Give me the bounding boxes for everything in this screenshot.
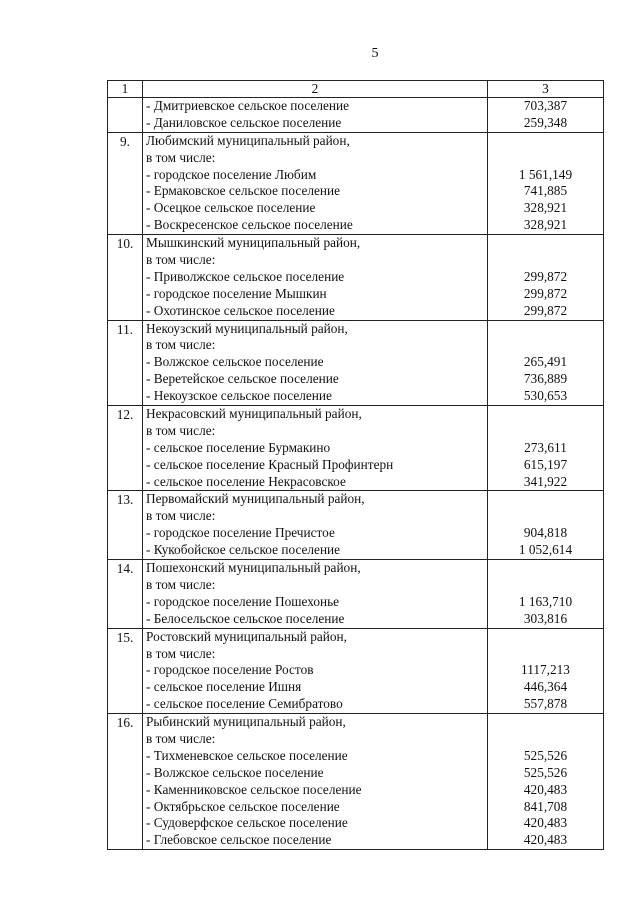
entry-value: 1 561,149 [518,166,573,182]
entry-name: - сельское поселение Ишня [146,679,302,695]
empty-value [488,150,603,167]
entry-value: 557,878 [523,696,568,712]
row-number [108,98,143,133]
row-names-cell [143,235,488,320]
entry-value: 525,526 [523,747,568,763]
table-row [108,235,604,320]
entry-value: 420,483 [523,781,568,797]
empty-value [488,508,603,525]
entry-name: - Воскресенское сельское поселение [146,217,353,233]
row-names-cell [143,560,488,629]
empty-value [488,731,603,748]
entry-name: - сельское поселение Семибратово [146,696,343,712]
header-col-value: 3 [488,81,604,98]
empty-value [488,406,603,423]
allocation-table [107,80,604,850]
entry-value: 703,387 [523,98,568,113]
row-values-cell [488,714,604,850]
table-row [108,132,604,234]
row-names-cell [143,406,488,491]
page-number: 5 [371,46,379,61]
entry-name: в том числе: [146,730,216,746]
entry-name: Некоузский муниципальный район, [146,320,348,336]
table-row [108,628,604,713]
entry-name: - Некоузское сельское поселение [146,388,332,404]
entry-value: 420,483 [523,832,568,848]
entry-name: Ростовский муниципальный район, [146,628,347,644]
empty-value [488,235,603,252]
entry-name: - Белосельское сельское поселение [146,610,345,626]
entry-name: - Тихменевское сельское поселение [146,747,348,763]
entry-value: 259,348 [523,114,568,130]
entry-value: 1 163,710 [518,593,573,609]
row-values-cell [488,491,604,560]
entry-name: - городское поселение Пошехонье [146,593,340,609]
entry-value: 328,921 [523,200,568,216]
entry-name: Рыбинский муниципальный район, [146,714,346,730]
entry-name: - городское поселение Пречистое [146,525,335,541]
empty-value [488,577,603,594]
entry-name: - сельское поселение Бурмакино [146,439,331,455]
header-col-name: 2 [143,81,488,98]
entry-value: 904,818 [523,525,568,541]
entry-name: Мышкинский муниципальный район, [146,235,361,251]
entry-name: в том числе: [146,149,216,165]
row-values-cell [488,235,604,320]
row-values-cell [488,628,604,713]
table-row [108,491,604,560]
empty-value [488,321,603,338]
entry-name: - Веретейское сельское поселение [146,371,339,387]
entry-name: - Глебовское сельское поселение [146,832,332,848]
empty-value [488,491,603,508]
row-names-cell [143,628,488,713]
entry-value: 299,872 [523,285,568,301]
table-row [108,98,604,133]
entry-value: 615,197 [523,456,568,472]
row-names-cell [143,491,488,560]
entry-value: 446,364 [523,679,568,695]
row-names-cell [143,714,488,850]
empty-value [488,133,603,150]
entry-name: в том числе: [146,252,216,268]
entry-name: в том числе: [146,337,216,353]
entry-name: - Дмитриевское сельское поселение [146,98,350,113]
entry-name: Пошехонский муниципальный район, [146,560,361,576]
entry-name: в том числе: [146,508,216,524]
entry-value: 741,885 [523,183,568,199]
row-values-cell [488,560,604,629]
row-number: 11. [108,320,143,405]
empty-value [488,646,603,663]
row-values-cell [488,406,604,491]
entry-name: - городское поселение Ростов [146,662,314,678]
empty-value [488,714,603,731]
entry-value: 841,708 [523,798,568,814]
row-names-cell [143,98,488,133]
entry-value: 736,889 [523,371,568,387]
entry-name: - Судоверфское сельское поселение [146,815,348,831]
empty-value [488,252,603,269]
entry-name: в том числе: [146,645,216,661]
empty-value [488,423,603,440]
entry-value: 299,872 [523,268,568,284]
entry-value: 1 052,614 [518,542,573,558]
entry-name: - Ермаковское сельское поселение [146,183,341,199]
entry-value: 525,526 [523,764,568,780]
entry-value: 530,653 [523,388,568,404]
table-header-row [108,81,604,98]
entry-name: Некрасовский муниципальный район, [146,406,362,422]
table-row [108,560,604,629]
entry-name: - Осецкое сельское поселение [146,200,316,216]
entry-name: - сельское поселение Некрасовское [146,473,346,489]
entry-name: Любимский муниципальный район, [146,132,350,148]
entry-value: 303,816 [523,610,568,626]
header-col-number: 1 [108,81,143,98]
entry-name: - Каменниковское сельское поселение [146,781,362,797]
row-number: 13. [108,491,143,560]
row-number: 16. [108,714,143,850]
row-names-cell [143,320,488,405]
entry-name: - городское поселение Любим [146,166,317,182]
entry-value: 273,611 [524,439,567,455]
entry-name: - сельское поселение Красный Профинтерн [146,456,394,472]
entry-value: 1117,213 [521,662,570,678]
entry-name: - Приволжское сельское поселение [146,268,345,284]
entry-value: 328,921 [523,217,568,233]
row-number: 15. [108,628,143,713]
entry-name: - Кукобойское сельское поселение [146,542,341,558]
entry-name: - Волжское сельское поселение [146,764,324,780]
row-number: 10. [108,235,143,320]
row-values-cell [488,132,604,234]
entry-value: 299,872 [523,302,568,318]
row-names-cell [143,132,488,234]
empty-value [488,337,603,354]
entry-name: - Даниловское сельское поселение [146,114,342,130]
empty-value [488,560,603,577]
entry-name: - Октябрьское сельское поселение [146,798,340,814]
row-values-cell [488,98,604,133]
entry-name: - Охотинское сельское поселение [146,302,335,318]
entry-name: в том числе: [146,576,216,592]
row-number: 12. [108,406,143,491]
entry-name: в том числе: [146,422,216,438]
empty-value [488,629,603,646]
row-number: 9. [108,132,143,234]
table-row [108,714,604,850]
table-row [108,320,604,405]
entry-name: - Волжское сельское поселение [146,354,324,370]
entry-value: 420,483 [523,815,568,831]
entry-name: Первомайский муниципальный район, [146,491,365,507]
entry-value: 265,491 [523,354,568,370]
row-values-cell [488,320,604,405]
entry-name: - городское поселение Мышкин [146,285,327,301]
row-number: 14. [108,560,143,629]
table-row [108,406,604,491]
entry-value: 341,922 [523,473,568,489]
